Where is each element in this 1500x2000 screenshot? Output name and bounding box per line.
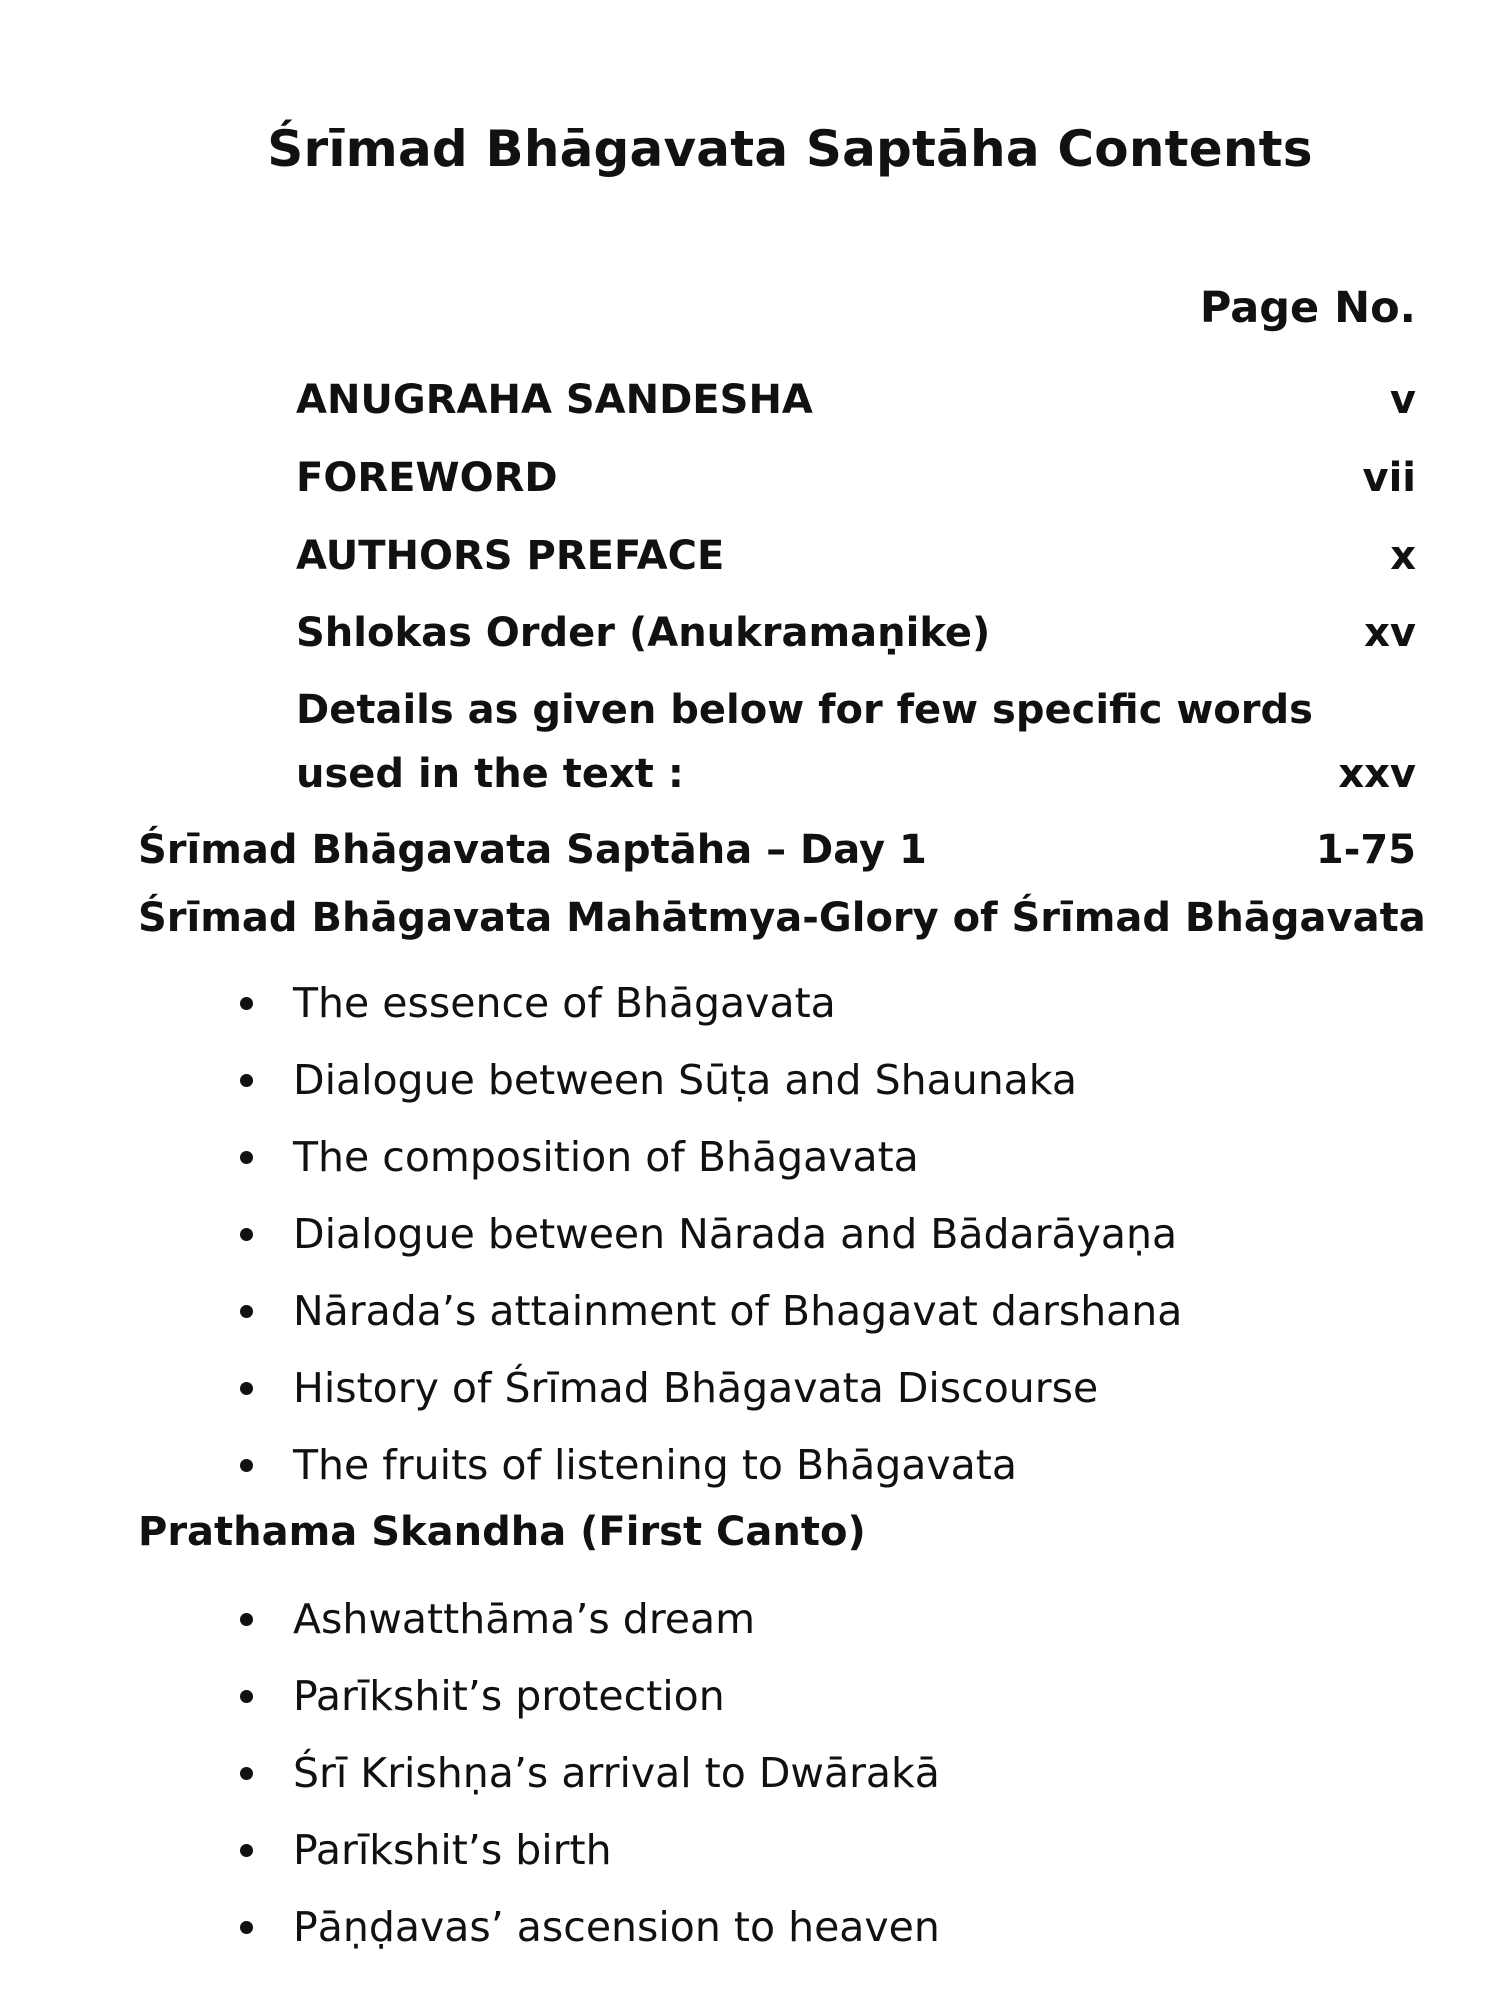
toc-entry-page: xv [1364, 610, 1416, 656]
page-number-column-header: Page No. [1199, 283, 1416, 333]
toc-entry-label: used in the text : [296, 751, 684, 797]
toc-entry-page: xxv [1338, 751, 1416, 797]
list-item-text: The fruits of listening to Bhāgavata [293, 1441, 1018, 1489]
toc-entry-details-line1 [0, 680, 1500, 740]
toc-entry-page: v [1389, 377, 1416, 423]
list-item-text: Nārada’s attainment of Bhagavat darshana [293, 1287, 1183, 1335]
toc-entry [0, 370, 1500, 430]
bullet-icon [240, 1767, 253, 1780]
toc-entry-page: x [1390, 533, 1416, 579]
toc-entry-label: ANUGRAHA SANDESHA [296, 377, 813, 423]
list-item [0, 1743, 1500, 1803]
toc-entry-page: 1-75 [1315, 827, 1416, 873]
toc-entry-label: AUTHORS PREFACE [296, 533, 725, 579]
page-title: Śrīmad Bhāgavata Saptāha Contents [267, 120, 1313, 178]
list-item [0, 1897, 1500, 1957]
bullet-icon [240, 1228, 253, 1241]
bullet-icon [240, 1690, 253, 1703]
list-item [0, 1050, 1500, 1110]
section-heading: Śrīmad Bhāgavata Mahātmya-Glory of Śrīmad Bhāgavata [138, 895, 1426, 941]
list-item-text: Parīkshit’s birth [293, 1826, 612, 1874]
bullet-icon [240, 1305, 253, 1318]
toc-entry [0, 448, 1500, 508]
toc-entry-day1 [0, 820, 1500, 880]
list-item-text: Ashwatthāma’s dream [293, 1595, 756, 1643]
toc-entry-details-line2 [0, 744, 1500, 804]
list-item-text: Śrī Krishṇa’s arrival to Dwārakā [293, 1749, 940, 1797]
bullet-icon [240, 1151, 253, 1164]
list-item-text: The composition of Bhāgavata [293, 1133, 919, 1181]
bullet-icon [240, 1074, 253, 1087]
list-item [0, 1127, 1500, 1187]
bullet-icon [240, 1613, 253, 1626]
toc-entry-label: Shlokas Order (Anukramaṇike) [296, 610, 991, 656]
list-item [0, 1358, 1500, 1418]
list-item-text: Parīkshit’s protection [293, 1672, 725, 1720]
list-item [0, 1666, 1500, 1726]
list-item-text: History of Śrīmad Bhāgavata Discourse [293, 1364, 1099, 1412]
list-item-text: Pāṇḍavas’ ascension to heaven [293, 1903, 940, 1951]
list-item-text: Dialogue between Sūṭa and Shaunaka [293, 1056, 1077, 1104]
list-item-text: Dialogue between Nārada and Bādarāyaṇa [293, 1210, 1178, 1258]
list-item [0, 1204, 1500, 1264]
list-item [0, 1589, 1500, 1649]
toc-entry-label: Details as given below for few specific words [296, 687, 1313, 733]
toc-entry [0, 603, 1500, 663]
section-heading: Prathama Skandha (First Canto) [138, 1509, 866, 1555]
bullet-icon [240, 1921, 253, 1934]
toc-entry [0, 526, 1500, 586]
list-item [0, 1820, 1500, 1880]
list-item [0, 1435, 1500, 1495]
list-item [0, 973, 1500, 1033]
bullet-icon [240, 997, 253, 1010]
bullet-icon [240, 1382, 253, 1395]
toc-entry-label: Śrīmad Bhāgavata Saptāha – Day 1 [138, 827, 927, 873]
bullet-icon [240, 1844, 253, 1857]
list-item [0, 1281, 1500, 1341]
toc-entry-label: FOREWORD [296, 455, 558, 501]
toc-entry-page: vii [1362, 455, 1416, 501]
list-item-text: The essence of Bhāgavata [293, 979, 836, 1027]
bullet-icon [240, 1459, 253, 1472]
